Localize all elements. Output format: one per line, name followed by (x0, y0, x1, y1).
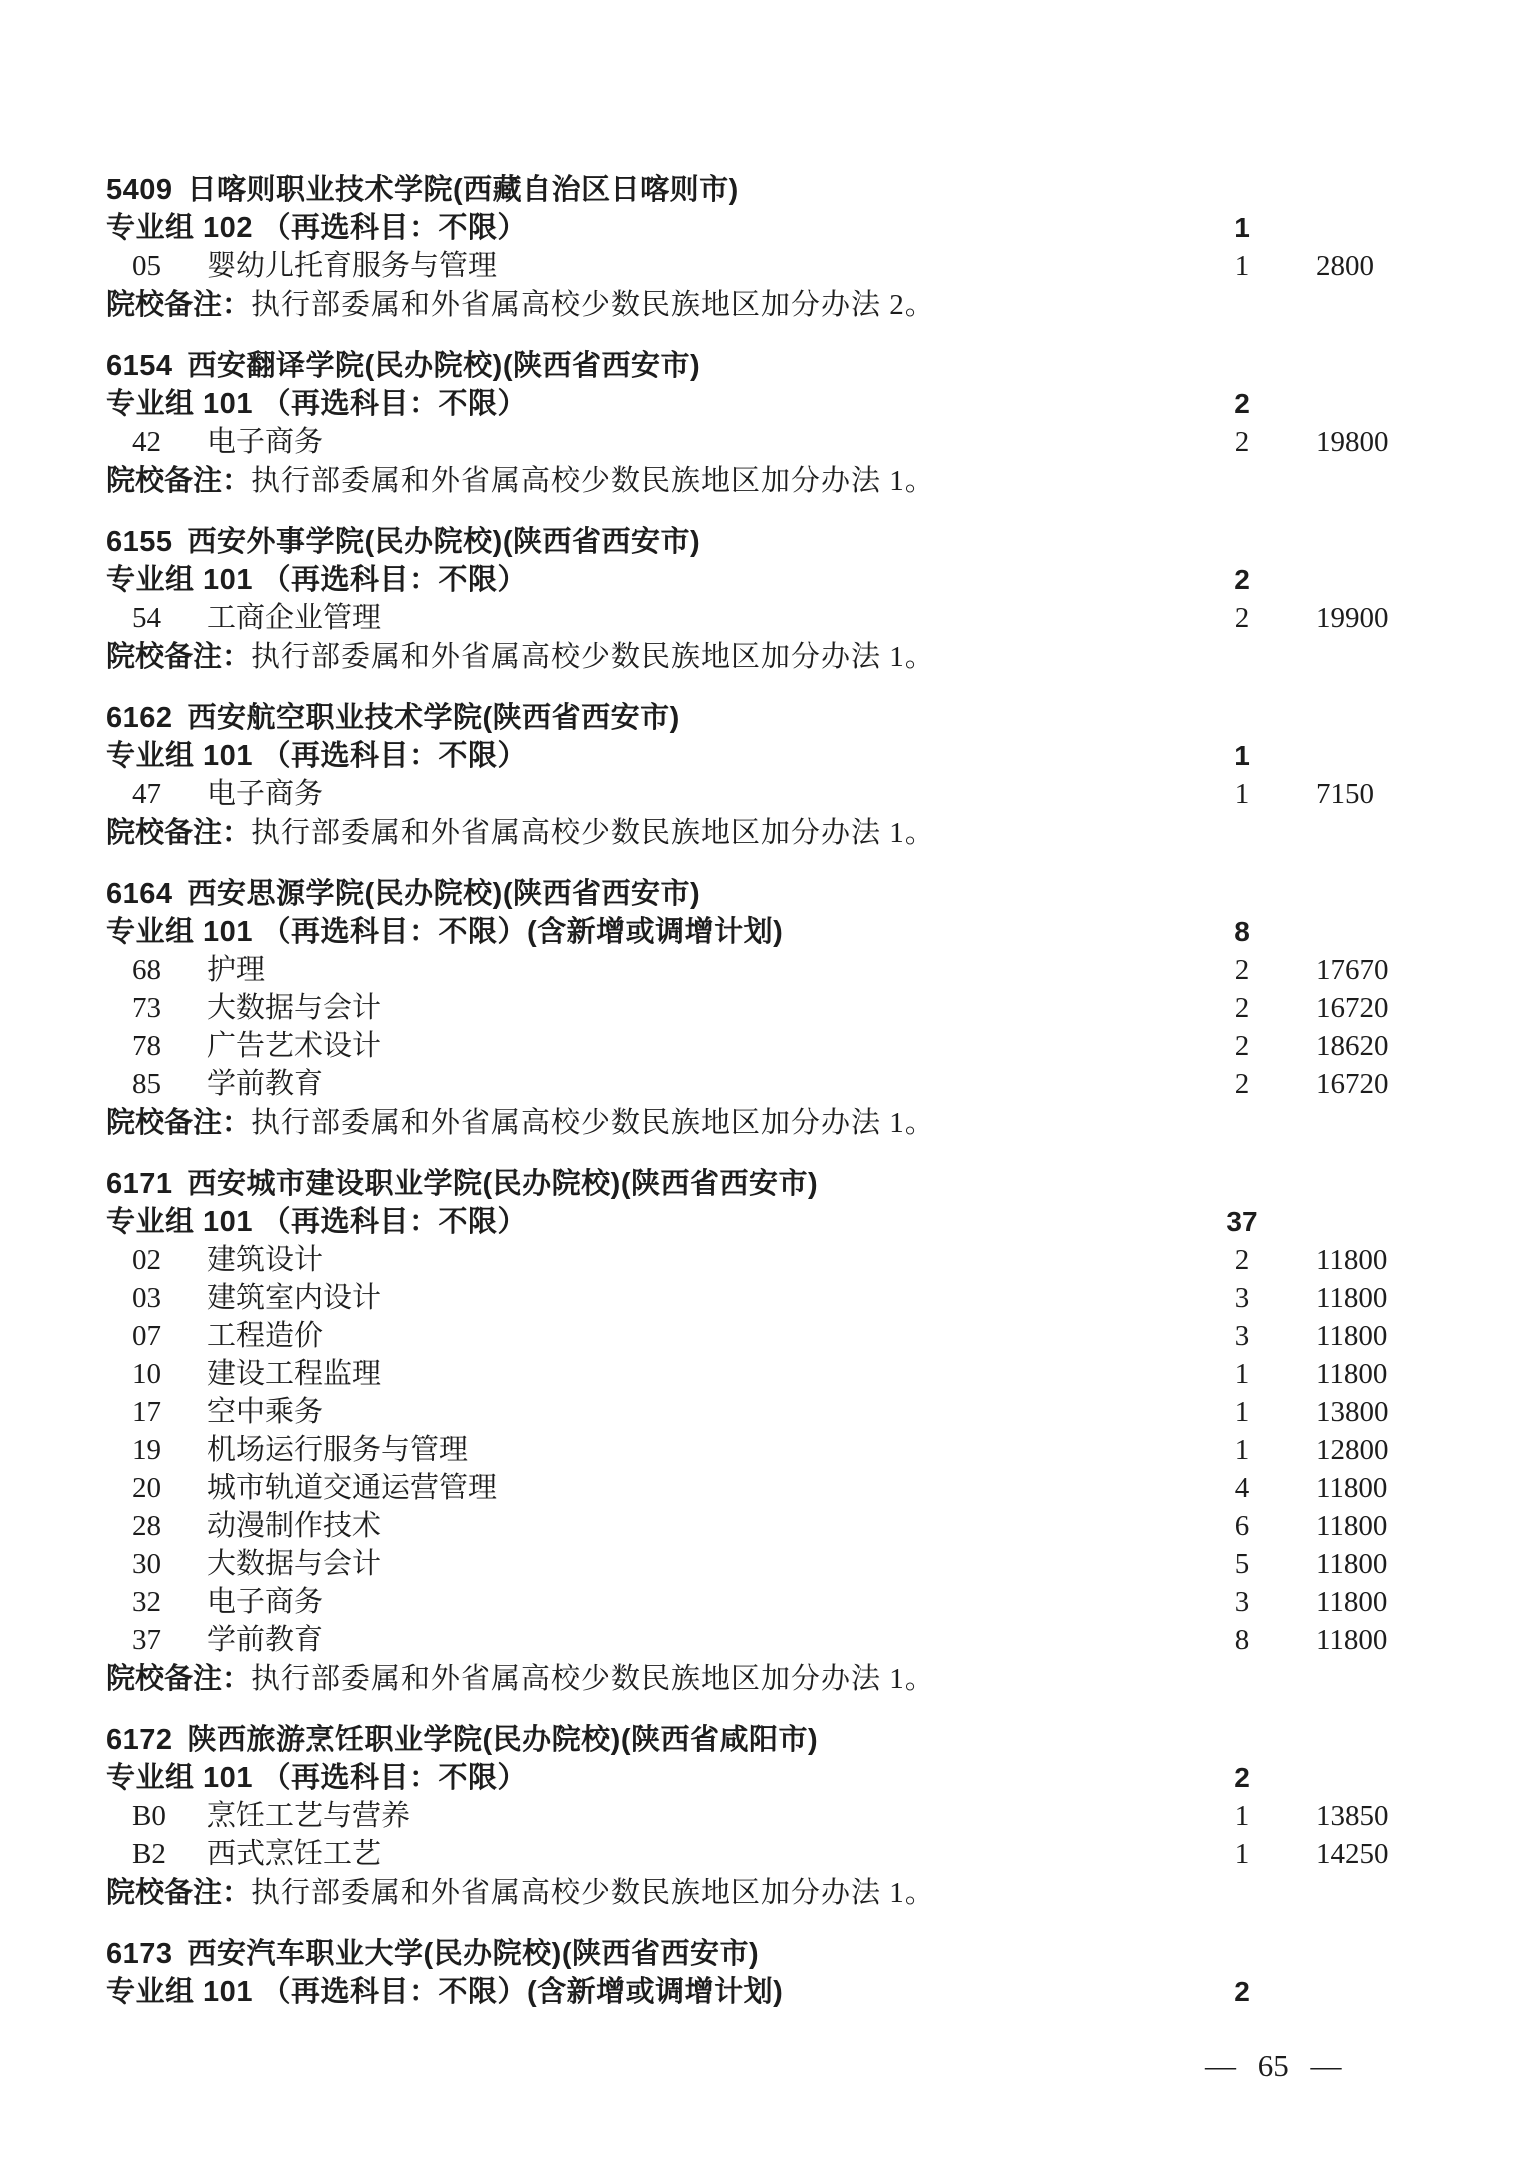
remark-row (106, 1873, 1392, 1918)
major-count: 2 (1234, 426, 1250, 458)
group-plan-count: 1 (1234, 740, 1250, 771)
institution-header (106, 1721, 1210, 1759)
major-code: 19 (132, 1434, 161, 1466)
institution-code: 5409 (106, 174, 173, 206)
major-name: 护理 (207, 954, 266, 986)
institution-header (106, 1935, 1210, 1973)
remark-text: 执行部委属和外省属高校少数民族地区加分办法 2。 (251, 289, 935, 321)
major-label (106, 1431, 1210, 1469)
institution-header-row (106, 1165, 1392, 1203)
major-tuition: 2800 (1316, 250, 1374, 282)
group-plan-count: 2 (1234, 388, 1250, 419)
institution-list (106, 171, 1392, 2011)
remark-label: 院校备注： (106, 1107, 252, 1139)
major-count: 8 (1234, 1624, 1250, 1656)
major-name: 建设工程监理 (207, 1358, 382, 1390)
major-label (106, 1393, 1210, 1431)
institution-header-row (106, 1721, 1392, 1759)
major-group-row (106, 737, 1392, 775)
major-name: 建筑设计 (207, 1244, 324, 1276)
major-count: 2 (1234, 1068, 1250, 1100)
major-label (106, 1317, 1210, 1355)
major-name: 学前教育 (207, 1624, 324, 1656)
major-name: 空中乘务 (207, 1396, 324, 1428)
major-label (106, 1469, 1210, 1507)
major-name: 电子商务 (207, 426, 324, 458)
institution-code: 6173 (106, 1938, 173, 1970)
major-code: 30 (132, 1548, 161, 1580)
major-code: 28 (132, 1510, 161, 1542)
major-code: 05 (132, 250, 161, 282)
institution-code: 6155 (106, 526, 173, 558)
remark-label: 院校备注： (106, 1877, 252, 1909)
major-label (106, 599, 1210, 637)
major-count: 1 (1234, 1434, 1250, 1466)
major-label (106, 247, 1210, 285)
major-code: B0 (132, 1800, 166, 1832)
major-tuition: 7150 (1316, 778, 1374, 810)
major-row (106, 1797, 1392, 1835)
remark-text: 执行部委属和外省属高校少数民族地区加分办法 1。 (251, 1663, 935, 1695)
remark-text: 执行部委属和外省属高校少数民族地区加分办法 1。 (251, 1107, 935, 1139)
major-code: 78 (132, 1030, 161, 1062)
institution-block (106, 347, 1392, 506)
institution-header (106, 523, 1210, 561)
major-label (106, 989, 1210, 1027)
remark-row (106, 461, 1392, 506)
major-row (106, 1393, 1392, 1431)
major-count: 6 (1234, 1510, 1250, 1542)
institution-header-row (106, 171, 1392, 209)
major-row (106, 775, 1392, 813)
group-label: 专业组 102 （再选科目：不限） (106, 212, 528, 244)
institution-name: 日喀则职业技术学院(西藏自治区日喀则市) (187, 174, 739, 206)
institution-block (106, 875, 1392, 1148)
major-row (106, 1507, 1392, 1545)
major-name: 学前教育 (207, 1068, 324, 1100)
group-label: 专业组 101 （再选科目：不限）(含新增或调增计划) (106, 916, 784, 948)
major-group-row (106, 1759, 1392, 1797)
major-group-row (106, 1973, 1392, 2011)
group-plan-count: 8 (1234, 916, 1250, 947)
major-code: 47 (132, 778, 161, 810)
major-label (106, 423, 1210, 461)
major-tuition: 13850 (1316, 1800, 1389, 1832)
institution-name: 西安外事学院(民办院校)(陕西省西安市) (187, 526, 701, 558)
institution-name: 陕西旅游烹饪职业学院(民办院校)(陕西省咸阳市) (187, 1724, 819, 1756)
major-count: 2 (1234, 1030, 1250, 1062)
major-row (106, 989, 1392, 1027)
major-label (106, 1797, 1210, 1835)
major-tuition: 16720 (1316, 992, 1389, 1024)
remark-text: 执行部委属和外省属高校少数民族地区加分办法 1。 (251, 817, 935, 849)
group-label: 专业组 101 （再选科目：不限） (106, 1762, 528, 1794)
major-row (106, 1469, 1392, 1507)
major-count: 2 (1234, 602, 1250, 634)
major-label (106, 951, 1210, 989)
major-group-row (106, 385, 1392, 423)
major-name: 西式烹饪工艺 (207, 1838, 382, 1870)
major-count: 1 (1234, 1800, 1250, 1832)
remark-row (106, 637, 1392, 682)
major-count: 1 (1234, 250, 1250, 282)
major-code: B2 (132, 1838, 166, 1870)
group-label: 专业组 101 （再选科目：不限） (106, 740, 528, 772)
major-name: 城市轨道交通运营管理 (207, 1472, 498, 1504)
institution-header-row (106, 699, 1392, 737)
remark-row (106, 1659, 1392, 1704)
institution-block (106, 523, 1392, 682)
major-name: 电子商务 (207, 1586, 324, 1618)
major-code: 73 (132, 992, 161, 1024)
institution-header (106, 347, 1210, 385)
major-tuition: 17670 (1316, 954, 1389, 986)
major-row (106, 1583, 1392, 1621)
group-plan-count: 2 (1234, 1976, 1250, 2007)
major-count: 2 (1234, 1244, 1250, 1276)
major-tuition: 11800 (1316, 1624, 1388, 1656)
major-name: 工商企业管理 (207, 602, 382, 634)
major-count: 3 (1234, 1320, 1250, 1352)
major-row (106, 1065, 1392, 1103)
major-tuition: 19800 (1316, 426, 1389, 458)
major-name: 工程造价 (207, 1320, 324, 1352)
major-name: 机场运行服务与管理 (207, 1434, 469, 1466)
institution-block (106, 171, 1392, 330)
major-tuition: 16720 (1316, 1068, 1389, 1100)
major-tuition: 19900 (1316, 602, 1389, 634)
major-name: 电子商务 (207, 778, 324, 810)
major-row (106, 1835, 1392, 1873)
major-tuition: 11800 (1316, 1586, 1388, 1618)
institution-header-row (106, 875, 1392, 913)
major-label (106, 1545, 1210, 1583)
remark-text: 执行部委属和外省属高校少数民族地区加分办法 1。 (251, 641, 935, 673)
major-name: 广告艺术设计 (207, 1030, 382, 1062)
major-group-row (106, 209, 1392, 247)
group-plan-count: 1 (1234, 212, 1250, 243)
remark-row (106, 813, 1392, 858)
major-label (106, 1241, 1210, 1279)
major-group-row (106, 913, 1392, 951)
institution-name: 西安汽车职业大学(民办院校)(陕西省西安市) (187, 1938, 760, 1970)
major-tuition: 13800 (1316, 1396, 1389, 1428)
institution-name: 西安城市建设职业学院(民办院校)(陕西省西安市) (187, 1168, 819, 1200)
major-row (106, 1241, 1392, 1279)
group-label: 专业组 101 （再选科目：不限） (106, 1206, 528, 1238)
institution-name: 西安航空职业技术学院(陕西省西安市) (187, 702, 680, 734)
institution-code: 6154 (106, 350, 173, 382)
institution-block (106, 1721, 1392, 1918)
group-plan-count: 2 (1234, 1762, 1250, 1793)
remark-row (106, 1103, 1392, 1148)
major-label (106, 1507, 1210, 1545)
institution-header (106, 1165, 1210, 1203)
institution-header-row (106, 1935, 1392, 1973)
institution-code: 6164 (106, 878, 173, 910)
remark-label: 院校备注： (106, 1663, 252, 1695)
major-tuition: 11800 (1316, 1282, 1388, 1314)
remark-label: 院校备注： (106, 641, 252, 673)
major-tuition: 14250 (1316, 1838, 1389, 1870)
major-count: 1 (1234, 1838, 1250, 1870)
major-tuition: 12800 (1316, 1434, 1389, 1466)
major-name: 大数据与会计 (207, 1548, 382, 1580)
major-count: 2 (1234, 954, 1250, 986)
group-label: 专业组 101 （再选科目：不限）(含新增或调增计划) (106, 1976, 784, 2008)
remark-label: 院校备注： (106, 289, 252, 321)
major-tuition: 11800 (1316, 1510, 1388, 1542)
institution-code: 6171 (106, 1168, 173, 1200)
institution-code: 6162 (106, 702, 173, 734)
major-name: 大数据与会计 (207, 992, 382, 1024)
major-code: 02 (132, 1244, 161, 1276)
major-row (106, 423, 1392, 461)
major-tuition: 11800 (1316, 1244, 1388, 1276)
remark-label: 院校备注： (106, 817, 252, 849)
group-plan-count: 2 (1234, 564, 1250, 595)
major-label (106, 1279, 1210, 1317)
major-row (106, 1317, 1392, 1355)
major-name: 烹饪工艺与营养 (207, 1800, 411, 1832)
major-row (106, 247, 1392, 285)
institution-header-row (106, 523, 1392, 561)
major-name: 建筑室内设计 (207, 1282, 382, 1314)
major-count: 1 (1234, 1396, 1250, 1428)
major-tuition: 11800 (1316, 1548, 1388, 1580)
major-row (106, 1027, 1392, 1065)
major-row (106, 951, 1392, 989)
major-label (106, 1355, 1210, 1393)
remark-row (106, 285, 1392, 330)
major-row (106, 1355, 1392, 1393)
major-label (106, 1621, 1210, 1659)
remark-text: 执行部委属和外省属高校少数民族地区加分办法 1。 (251, 1877, 935, 1909)
group-label: 专业组 101 （再选科目：不限） (106, 388, 528, 420)
major-code: 68 (132, 954, 161, 986)
institution-header (106, 875, 1210, 913)
major-code: 54 (132, 602, 161, 634)
major-label (106, 1583, 1210, 1621)
major-label (106, 1835, 1210, 1873)
major-row (106, 1431, 1392, 1469)
major-group-row (106, 1203, 1392, 1241)
remark-text: 执行部委属和外省属高校少数民族地区加分办法 1。 (251, 465, 935, 497)
major-code: 03 (132, 1282, 161, 1314)
remark-label: 院校备注： (106, 465, 252, 497)
major-code: 37 (132, 1624, 161, 1656)
major-count: 5 (1234, 1548, 1250, 1580)
major-row (106, 1279, 1392, 1317)
institution-block (106, 1165, 1392, 1704)
major-name: 婴幼儿托育服务与管理 (207, 250, 498, 282)
major-tuition: 11800 (1316, 1472, 1388, 1504)
major-label (106, 1065, 1210, 1103)
major-count: 2 (1234, 992, 1250, 1024)
major-code: 20 (132, 1472, 161, 1504)
major-count: 3 (1234, 1586, 1250, 1618)
major-tuition: 18620 (1316, 1030, 1389, 1062)
major-label (106, 775, 1210, 813)
major-count: 4 (1234, 1472, 1250, 1504)
major-code: 32 (132, 1586, 161, 1618)
major-row (106, 1621, 1392, 1659)
institution-block (106, 1935, 1392, 2011)
institution-name: 西安翻译学院(民办院校)(陕西省西安市) (187, 350, 701, 382)
page-number: — 65 — (1205, 2048, 1342, 2083)
major-count: 1 (1234, 778, 1250, 810)
major-code: 42 (132, 426, 161, 458)
major-code: 17 (132, 1396, 161, 1428)
major-row (106, 599, 1392, 637)
major-code: 07 (132, 1320, 161, 1352)
major-label (106, 1027, 1210, 1065)
major-count: 3 (1234, 1282, 1250, 1314)
major-name: 动漫制作技术 (207, 1510, 382, 1542)
institution-code: 6172 (106, 1724, 173, 1756)
institution-header-row (106, 347, 1392, 385)
major-code: 10 (132, 1358, 161, 1390)
major-tuition: 11800 (1316, 1320, 1388, 1352)
institution-header (106, 699, 1210, 737)
major-tuition: 11800 (1316, 1358, 1388, 1390)
major-count: 1 (1234, 1358, 1250, 1390)
major-row (106, 1545, 1392, 1583)
group-label: 专业组 101 （再选科目：不限） (106, 564, 528, 596)
major-code: 85 (132, 1068, 161, 1100)
institution-block (106, 699, 1392, 858)
institution-header (106, 171, 1210, 209)
institution-name: 西安思源学院(民办院校)(陕西省西安市) (187, 878, 701, 910)
major-group-row (106, 561, 1392, 599)
group-plan-count: 37 (1226, 1206, 1258, 1237)
